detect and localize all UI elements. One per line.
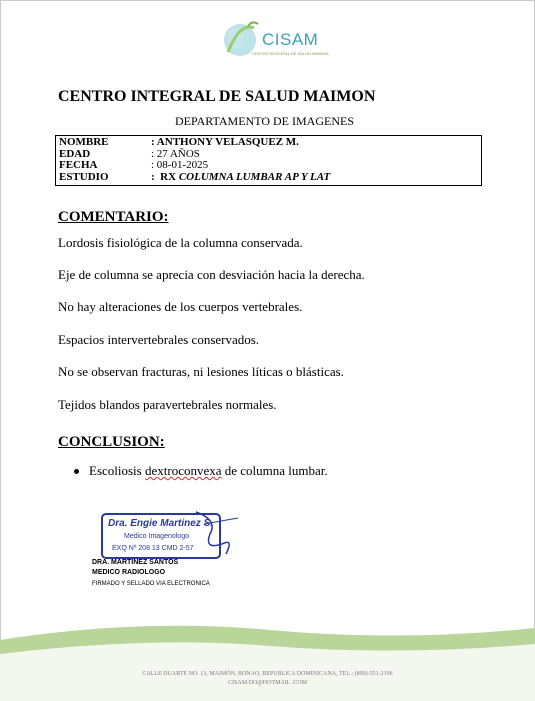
- comment-line: No se observan fracturas, ni lesiones líticas o blásticas.: [58, 364, 344, 379]
- comment-line: No hay alteraciones de los cuerpos vertebrales.: [58, 299, 303, 314]
- footer-decoration: [0, 620, 535, 701]
- info-row-name: [59, 137, 481, 149]
- conclusion-prefix: Escoliosis: [89, 463, 145, 478]
- study-value: COLUMNA LUMBAR AP Y LAT: [178, 170, 331, 183]
- study-label: ESTUDIO: [59, 170, 109, 183]
- conclusion-item: [74, 463, 328, 479]
- footer-email[interactable]: CISAM.DO@HOTMAIL .COM: [228, 680, 307, 686]
- conclusion-heading: CONCLUSION:: [58, 434, 165, 450]
- comment-line: Espacios intervertebrales conservados.: [58, 332, 260, 347]
- footer-address: CALLE DUARTE NO. 13, MAIMÓN, BONAO, REPUBLICA DOMINICANA, TEL.: (809)-551-2196: [142, 671, 393, 677]
- patient-info-box: [55, 135, 482, 186]
- signer-role: MEDICO RADIOLOGO: [92, 569, 166, 576]
- conclusion-word: dextroconvexa: [144, 463, 222, 478]
- info-row-age: [59, 149, 481, 161]
- signer-name: DRA. MARTINEZ SANTOS: [92, 559, 179, 566]
- info-row-date: [59, 160, 481, 172]
- date-value: : 08-01-2025: [151, 159, 209, 171]
- comment-line: Lordosis fisiológica de la columna conservada.: [58, 235, 303, 250]
- info-row-study: [59, 172, 481, 184]
- age-value: : 27 AÑOS: [151, 147, 200, 160]
- department-name: DEPARTAMENTO DE IMAGENES: [175, 114, 354, 128]
- bullet-icon: [74, 469, 79, 474]
- signature-note: FIRMADO Y SELLADO VIA ELECTRONICA: [92, 581, 210, 587]
- comment-heading: COMENTARIO:: [58, 209, 169, 225]
- document-title: CENTRO INTEGRAL DE SALUD MAIMON: [58, 88, 376, 105]
- study-prefix: : RX: [151, 170, 179, 183]
- name-label: NOMBRE: [59, 136, 109, 148]
- stamp-title: Medico Imagenologo: [124, 533, 189, 540]
- stamp-exq: EXQ Nº 208 13 CMD 2-57: [112, 545, 194, 552]
- name-value: : ANTHONY VELASQUEZ M.: [151, 136, 299, 148]
- logo-text: CISAM: [262, 30, 319, 49]
- stamp-name: Dra. Engie Martinez S.: [108, 518, 214, 529]
- comment-line: Tejidos blandos paravertebrales normales.: [58, 397, 277, 412]
- conclusion-suffix: de columna lumbar.: [221, 463, 328, 478]
- logo-subtext: CENTRO INTEGRAL DE SALUD MAIMON: [252, 51, 329, 56]
- date-label: FECHA: [59, 159, 98, 171]
- comment-line: Eje de columna se aprecia con desviación hacia la derecha.: [58, 267, 365, 282]
- age-label: EDAD: [59, 147, 91, 160]
